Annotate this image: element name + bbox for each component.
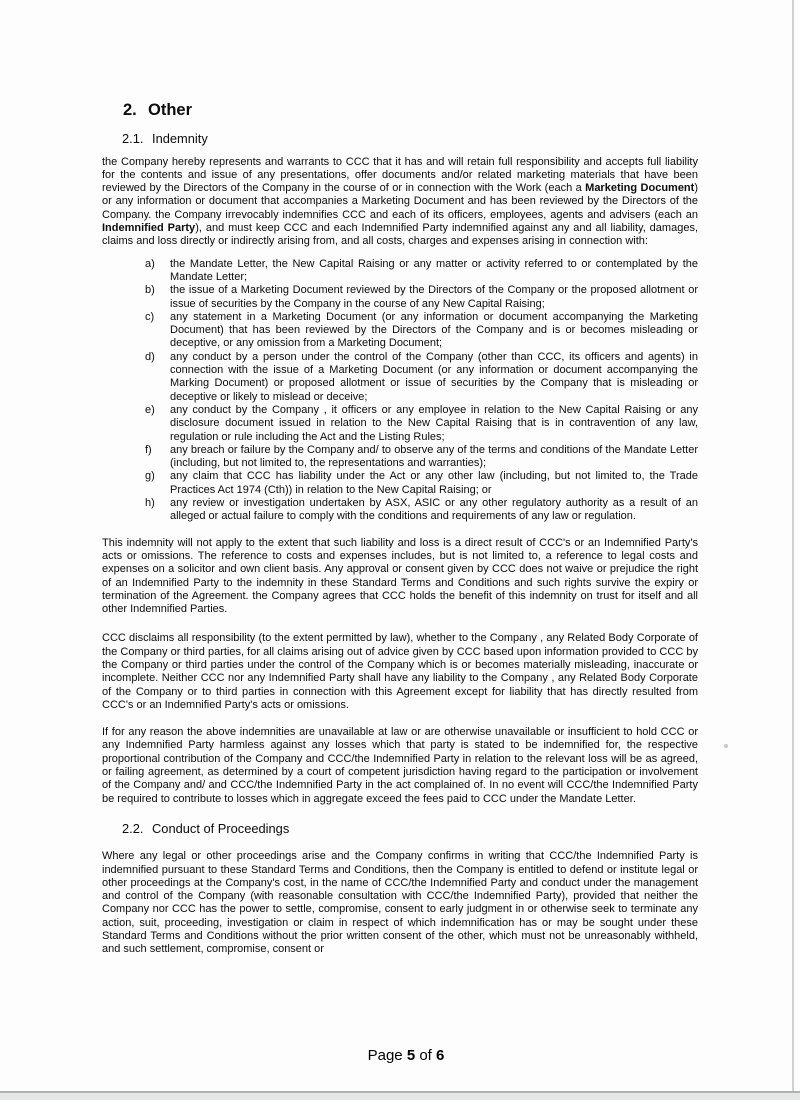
scan-bottom-edge bbox=[0, 1091, 800, 1100]
list-item bbox=[102, 444, 698, 471]
section-number: 2. bbox=[123, 101, 137, 119]
list-marker: d) bbox=[145, 350, 155, 363]
list-marker: a) bbox=[145, 257, 155, 270]
scan-edge-line bbox=[792, 0, 794, 1093]
list-marker: c) bbox=[145, 310, 155, 323]
subsection-heading-conduct-of-proceedings bbox=[102, 822, 698, 835]
footer-total-pages: 6 bbox=[436, 1047, 445, 1064]
para-contribution: If for any reason the above indemnities are unavailable at law or are otherwise unavailable or insufficient to hold CCC or any Indemnified Party harmless against any losses which that party is stated to be indemnified for, the respective proportional contribution of the Company and CCC/the Indemnified Party in relation to the relevant loss will be as agreed, or failing agreement, as determined by a court of competent jurisdiction having regard to the participation or involvement of the Company and/ and CCC/the Indemnified Party in the act complained of. In no event will CCC/the Indemnified Party be required to contribute to losses which in aggregate exceed the fees paid to CCC under the Mandate Letter. bbox=[102, 726, 698, 805]
list-item-text: any conduct by the Company , it officers or any employee in relation to the New Capital Raising or any disclosure document issued in relation to the New Capital Raising that is in contravention of any law, regulation or rule including the Act and the Listing Rules; bbox=[170, 403, 698, 443]
list-item bbox=[102, 258, 698, 285]
document-page bbox=[102, 101, 698, 971]
list-item-text: the issue of a Marketing Document reviewed by the Directors of the Company or the proposed allotment or issue of securities by the Company in the course of any New Capital Raising; bbox=[170, 284, 698, 310]
para-indemnity-intro bbox=[102, 156, 698, 249]
para-text: ) or any information or document that accompanies a Marketing Document and has been reviewed by the Directors of the Company. the Company irrevocably indemnifies CCC and each of its officers, employees, agents and advisers (each an bbox=[102, 182, 698, 221]
para-proceedings: Where any legal or other proceedings arise and the Company confirms in writing that CCC/the Indemnified Party is indemnified pursuant to these Standard Terms and Conditions, then the Company is entitled to defend or institute legal or other proceedings at the Company's cost, in the name of CCC/the Indemnified Party and conduct under the management and control of the Company (with reasonable consultation with CCC/the Indemnified Party), provided that neither the Company nor CCC has the power to settle, compromise, consent to early judgment in or otherwise seek to terminate any action, suit, proceeding, investigation or claim in respect of which indemnification has or may be sought under these Standard Terms and Conditions without the prior written consent of the other, which must not be unreasonably withheld, and such settlement, compromise, consent or bbox=[102, 850, 698, 956]
list-item-text: any statement in a Marketing Document (or any information or document accompanying the Marketing Document) that has been reviewed by the Directors of the Company and is or becomes misleading or deceptive, or any omission from a Marketing Document; bbox=[170, 310, 698, 350]
scan-speck bbox=[724, 744, 728, 748]
list-item-text: any conduct by a person under the control of the Company (other than CCC, its officers and agents) in connection with the issue of a Marketing Document (or any information or document accompanying the Marking Document) or proposed allotment or issue of securities by the Company that is misleading or deceptive or likely to mislead or deceive; bbox=[170, 350, 698, 403]
section-title: Other bbox=[148, 101, 193, 119]
subsection-title: Indemnity bbox=[152, 131, 208, 147]
defined-term-indemnified-party: Indemnified Party bbox=[102, 222, 196, 235]
subsection-title: Conduct of Proceedings bbox=[152, 820, 290, 836]
subsection-heading-indemnity bbox=[102, 132, 698, 145]
list-marker: g) bbox=[145, 470, 155, 483]
para-disclaimer: CCC disclaims all responsibility (to the extent permitted by law), whether to the Company , any Related Body Corporate of the Company or third parties, for all claims arising out of advice given by CCC based upon information provided to CCC by the Company or third parties under the control of the Company which is or becomes materially misleading, inaccurate or incomplete. Neither CCC nor any Indemnified Party shall have any liability to the Company , any Related Body Corporate of the Company or to third parties in connection with this Agreement except for liability that has directly resulted from CCC's or an Indemnified Party's acts or omissions. bbox=[102, 632, 698, 711]
page-footer bbox=[6, 1047, 800, 1064]
indemnity-list bbox=[102, 258, 698, 524]
footer-page-label: Page bbox=[367, 1047, 403, 1064]
para-text: the Company hereby represents and warrants to CCC that it has and will retain full responsibility and accepts full liability for the contents and issue of any presentations, offer documents and/or related marketing materials that have been reviewed by the Directors of the Company in the course of or in connection with the Work (each a bbox=[102, 155, 698, 195]
list-marker: b) bbox=[145, 284, 155, 297]
list-item bbox=[102, 404, 698, 444]
list-item bbox=[102, 497, 698, 524]
para-text: ), and must keep CCC and each Indemnified Party indemnified against any and all liability, damages, claims and loss directly or indirectly arising from, and all costs, charges and expenses arising in connection with: bbox=[102, 222, 698, 248]
list-item-text: any breach or failure by the Company and/ to observe any of the terms and conditions of the Mandate Letter (including, but not limited to, the representations and warranties); bbox=[170, 443, 698, 470]
list-marker: e) bbox=[145, 403, 155, 416]
defined-term-marketing-document: Marketing Document bbox=[585, 182, 695, 195]
list-item bbox=[102, 351, 698, 404]
list-item-text: any claim that CCC has liability under the Act or any other law (including, but not limited to, the Trade Practices Act 1974 (Cth)) in relation to the New Capital Raising; or bbox=[170, 470, 698, 496]
subsection-number: 2.1. bbox=[122, 131, 144, 147]
section-heading bbox=[102, 101, 698, 119]
footer-of-label: of bbox=[419, 1047, 432, 1064]
list-item bbox=[102, 470, 698, 497]
list-item-text: the Mandate Letter, the New Capital Raising or any matter or activity referred to or contemplated by the Mandate Letter; bbox=[170, 257, 698, 283]
para-indemnity-scope: This indemnity will not apply to the extent that such liability and loss is a direct result of CCC's or an Indemnified Party's acts or omissions. The reference to costs and expenses includes, but is not limited to, a reference to legal costs and expenses on a solicitor and own client basis. Any approval or consent given by CCC does not waive or prejudice the right of an Indemnified Party to the indemnity in these Standard Terms and Conditions and such rights survive the expiry or termination of the Agreement. the Company agrees that CCC holds the benefit of this indemnity on trust for itself and all other Indemnified Parties. bbox=[102, 536, 698, 616]
list-marker: f) bbox=[145, 443, 152, 456]
list-item bbox=[102, 284, 698, 311]
list-item-text: any review or investigation undertaken by ASX, ASIC or any other regulatory authority as a result of an alleged or actual failure to comply with the conditions and requirements of any law or regulation. bbox=[170, 497, 698, 523]
list-marker: h) bbox=[145, 497, 155, 510]
list-item bbox=[102, 311, 698, 351]
footer-page-number: 5 bbox=[406, 1047, 416, 1064]
subsection-number: 2.2. bbox=[122, 820, 144, 836]
